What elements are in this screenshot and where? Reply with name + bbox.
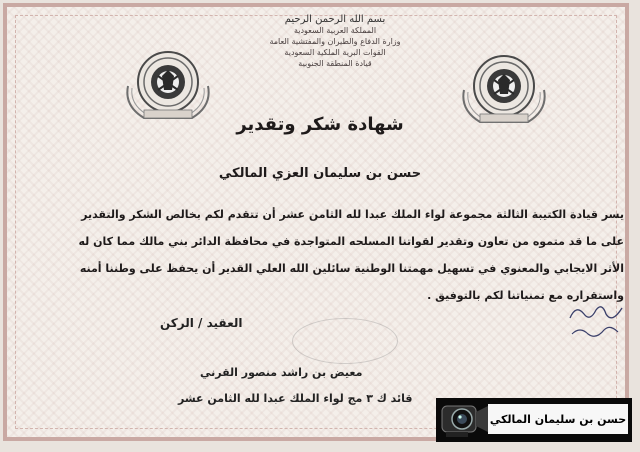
- faded-stamp: [292, 318, 398, 364]
- body-line: الأثر الايجابي والمعنوي في تسهيل مهمتنا الوطنية سائلين الله العلي القدير أن يحفظ على وطننا أمنه: [79, 262, 624, 275]
- signer-position: قائد ك ٣ مج لواء الملك عبدا لله الثامن عشر: [178, 392, 413, 405]
- header-line-command: قيادة المنطقة الجنوبية: [298, 59, 372, 68]
- signer-rank: العقيد / الركن: [160, 316, 243, 330]
- body-line: واستقراره مع تمنياتنا لكم بالتوفيق .: [427, 289, 624, 302]
- body-line: على ما قد متموه من تعاون وتقدير لقواتنا المسلحه المتواجدة في محافظة الدائر بني مالك مما كان له: [78, 235, 624, 248]
- header-line-forces: القوات البرية الملكية السعودية: [284, 48, 386, 57]
- handwritten-date-signature: [566, 300, 628, 342]
- body-line: يسر قيادة الكتيبة الثالثة مجموعة لواء الملك عبدا لله الثامن عشر أن تتقدم لكم بخالص الشكر والتقدير: [81, 208, 624, 221]
- basmala: بسم الله الرحمن الرحيم: [284, 14, 386, 25]
- header-line-ministry: وزارة الدفاع والطيران والمفتشية العامة: [269, 37, 401, 46]
- certificate-title: شهادة شكر وتقدير: [236, 114, 404, 135]
- watermark-label: حسن بن سليمان المالكي: [488, 404, 628, 434]
- header-line-country: المملكة العربية السعودية: [293, 26, 377, 35]
- signer-name: معيض بن راشد منصور القرني: [200, 366, 363, 379]
- channel-watermark: [436, 398, 632, 442]
- certificate-header: [260, 14, 410, 69]
- recipient-name: حسن بن سليمان العزي المالكي: [218, 166, 422, 181]
- camcorder-icon: [436, 398, 492, 442]
